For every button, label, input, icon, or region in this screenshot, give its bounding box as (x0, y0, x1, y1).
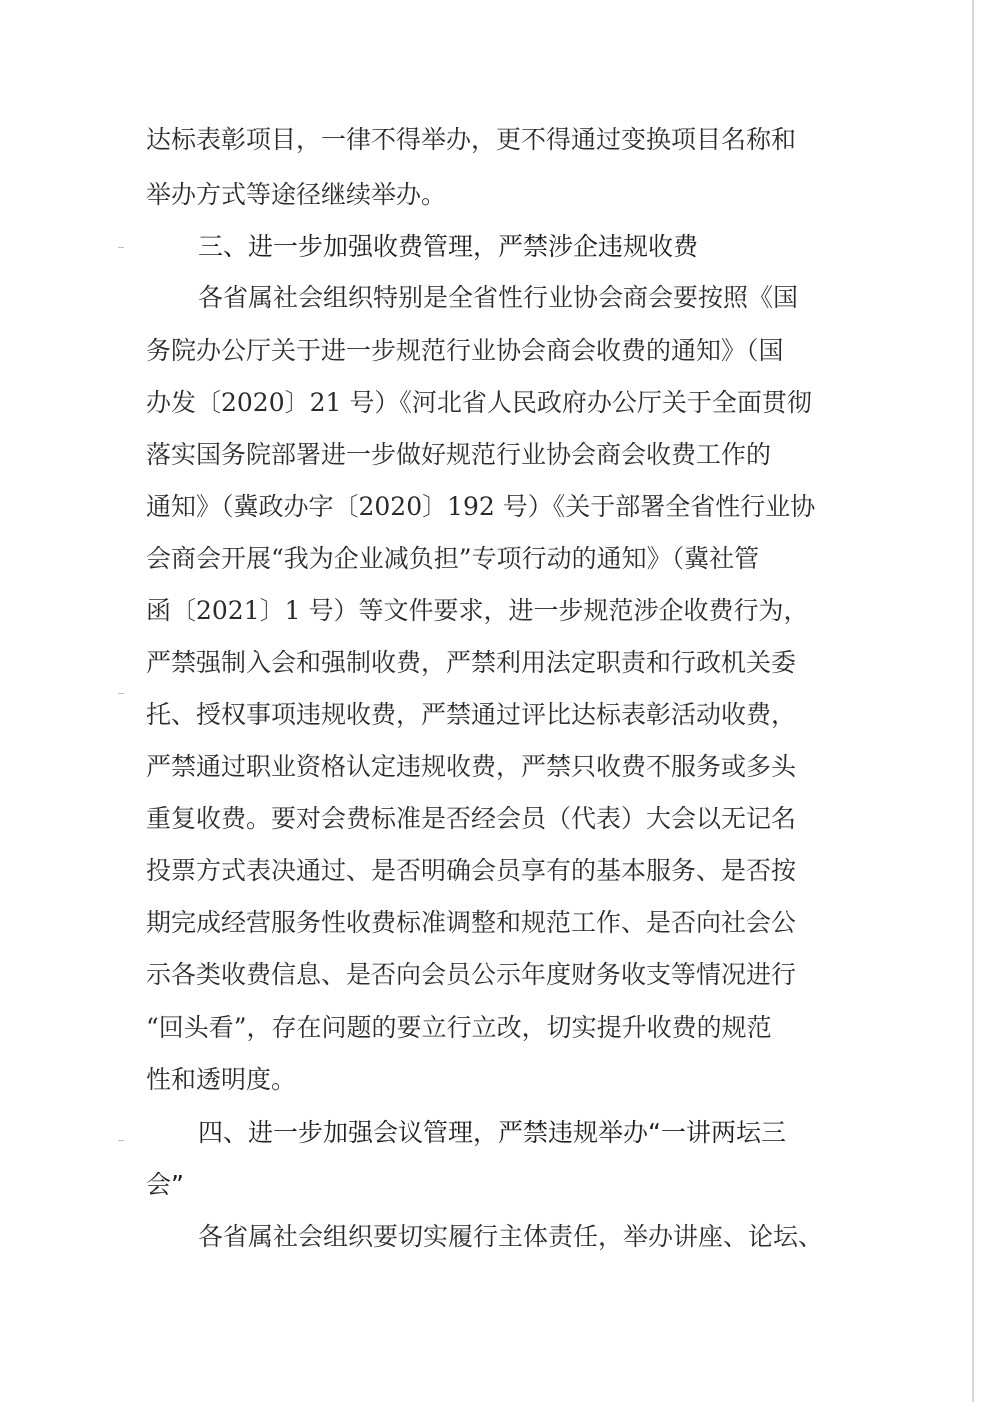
scan-mark (118, 693, 124, 694)
body-text-line: 期完成经营服务性收费标准调整和规范工作、是否向社会公 (146, 908, 797, 937)
body-text-line: 函〔2021〕1 号）等文件要求，进一步规范涉企收费行为， (146, 596, 809, 625)
body-text-line: 示各类收费信息、是否向会员公示年度财务收支等情况进行 (146, 960, 797, 989)
body-text-line: 举办方式等途径继续举办。 (146, 180, 447, 209)
page-edge (972, 0, 974, 1402)
body-text-line: 办发〔2020〕21 号）《河北省人民政府办公厅关于全面贯彻 (146, 388, 812, 417)
body-text-line: 落实国务院部署进一步做好规范行业协会商会收费工作的 (146, 440, 772, 469)
body-text-line: 性和透明度。 (146, 1065, 297, 1094)
body-text-line: 托、授权事项违规收费，严禁通过评比达标表彰活动收费， (146, 700, 797, 729)
body-text-line: 严禁通过职业资格认定违规收费，严禁只收费不服务或多头 (146, 752, 797, 781)
body-text-line: 会商会开展“我为企业减负担”专项行动的通知》（冀社管 (146, 544, 760, 573)
body-text-line: “回头看”，存在问题的要立行立改，切实提升收费的规范 (146, 1013, 772, 1042)
section-heading-4: 四、进一步加强会议管理，严禁违规举办“一讲两坛三 (198, 1118, 786, 1147)
body-text-line: 达标表彰项目，一律不得举办，更不得通过变换项目名称和 (146, 125, 797, 154)
body-text-line: 各省属社会组织要切实履行主体责任，举办讲座、论坛、 (198, 1222, 824, 1251)
scan-mark (118, 1140, 124, 1141)
scan-mark (118, 247, 124, 248)
body-text-line: 务院办公厅关于进一步规范行业协会商会收费的通知》（国 (146, 336, 784, 365)
body-text-line: 重复收费。要对会费标准是否经会员（代表）大会以无记名 (146, 804, 797, 833)
body-text-line: 通知》（冀政办字〔2020〕192 号）《关于部署全省性行业协 (146, 492, 816, 521)
body-text-line: 严禁强制入会和强制收费，严禁利用法定职责和行政机关委 (146, 648, 797, 677)
section-heading-3: 三、进一步加强收费管理，严禁涉企违规收费 (198, 232, 699, 261)
body-text-line: 投票方式表决通过、是否明确会员享有的基本服务、是否按 (146, 856, 797, 885)
body-text-line: 各省属社会组织特别是全省性行业协会商会要按照《国 (198, 283, 799, 312)
section-heading-4-continued: 会” (146, 1170, 184, 1199)
